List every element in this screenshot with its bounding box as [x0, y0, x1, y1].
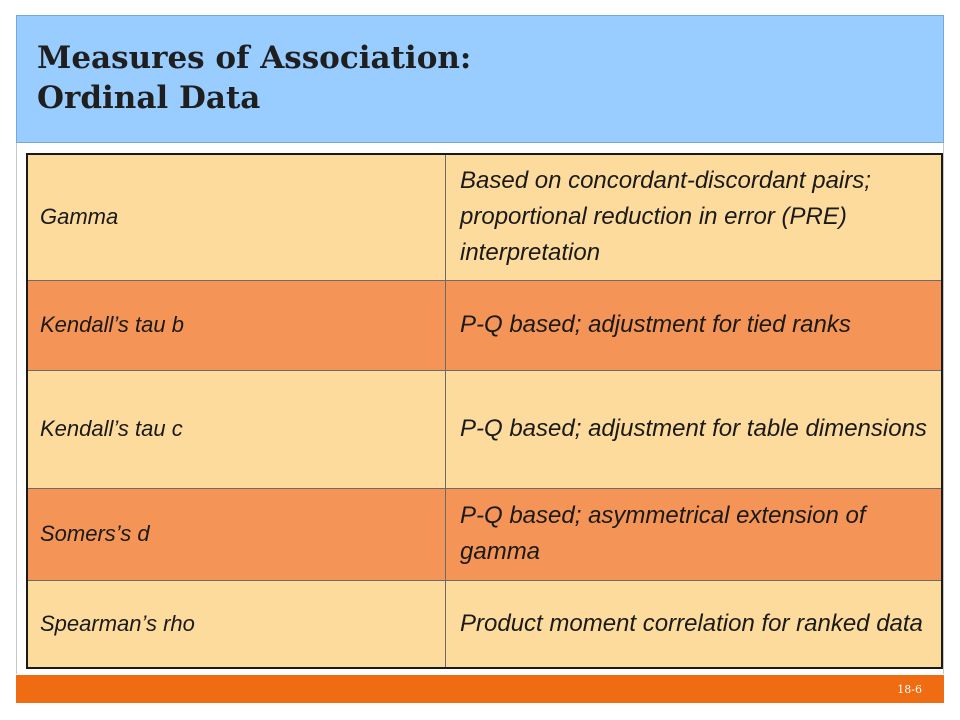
table-row [27, 370, 942, 488]
slide-title [37, 38, 471, 118]
measure-name: Gamma [27, 154, 446, 280]
measure-name: Kendall’s tau c [27, 370, 446, 488]
measure-description: Product moment correlation for ranked data [446, 580, 943, 668]
left-frame-line [16, 143, 17, 674]
slide-title-line-1: Measures of Association: [37, 40, 472, 76]
slide-title-line-2: Ordinal Data [37, 80, 261, 116]
measure-description: P-Q based; adjustment for table dimensions [446, 370, 943, 488]
measure-name: Somers’s d [27, 488, 446, 580]
page-number: 18-6 [897, 683, 922, 696]
table-row [27, 280, 942, 370]
table-row [27, 580, 942, 668]
measure-description: Based on concordant-discordant pairs; proportional reduction in error (PRE) interpretation [446, 154, 943, 280]
measure-name: Spearman’s rho [27, 580, 446, 668]
title-band [16, 15, 944, 143]
measure-description: P-Q based; adjustment for tied ranks [446, 280, 943, 370]
table-row [27, 154, 942, 280]
right-frame-line [943, 143, 944, 674]
measure-description: P-Q based; asymmetrical extension of gamma [446, 488, 943, 580]
measure-name: Kendall’s tau b [27, 280, 446, 370]
table-row [27, 488, 942, 580]
footer-band [16, 675, 944, 703]
measures-table [26, 153, 943, 669]
